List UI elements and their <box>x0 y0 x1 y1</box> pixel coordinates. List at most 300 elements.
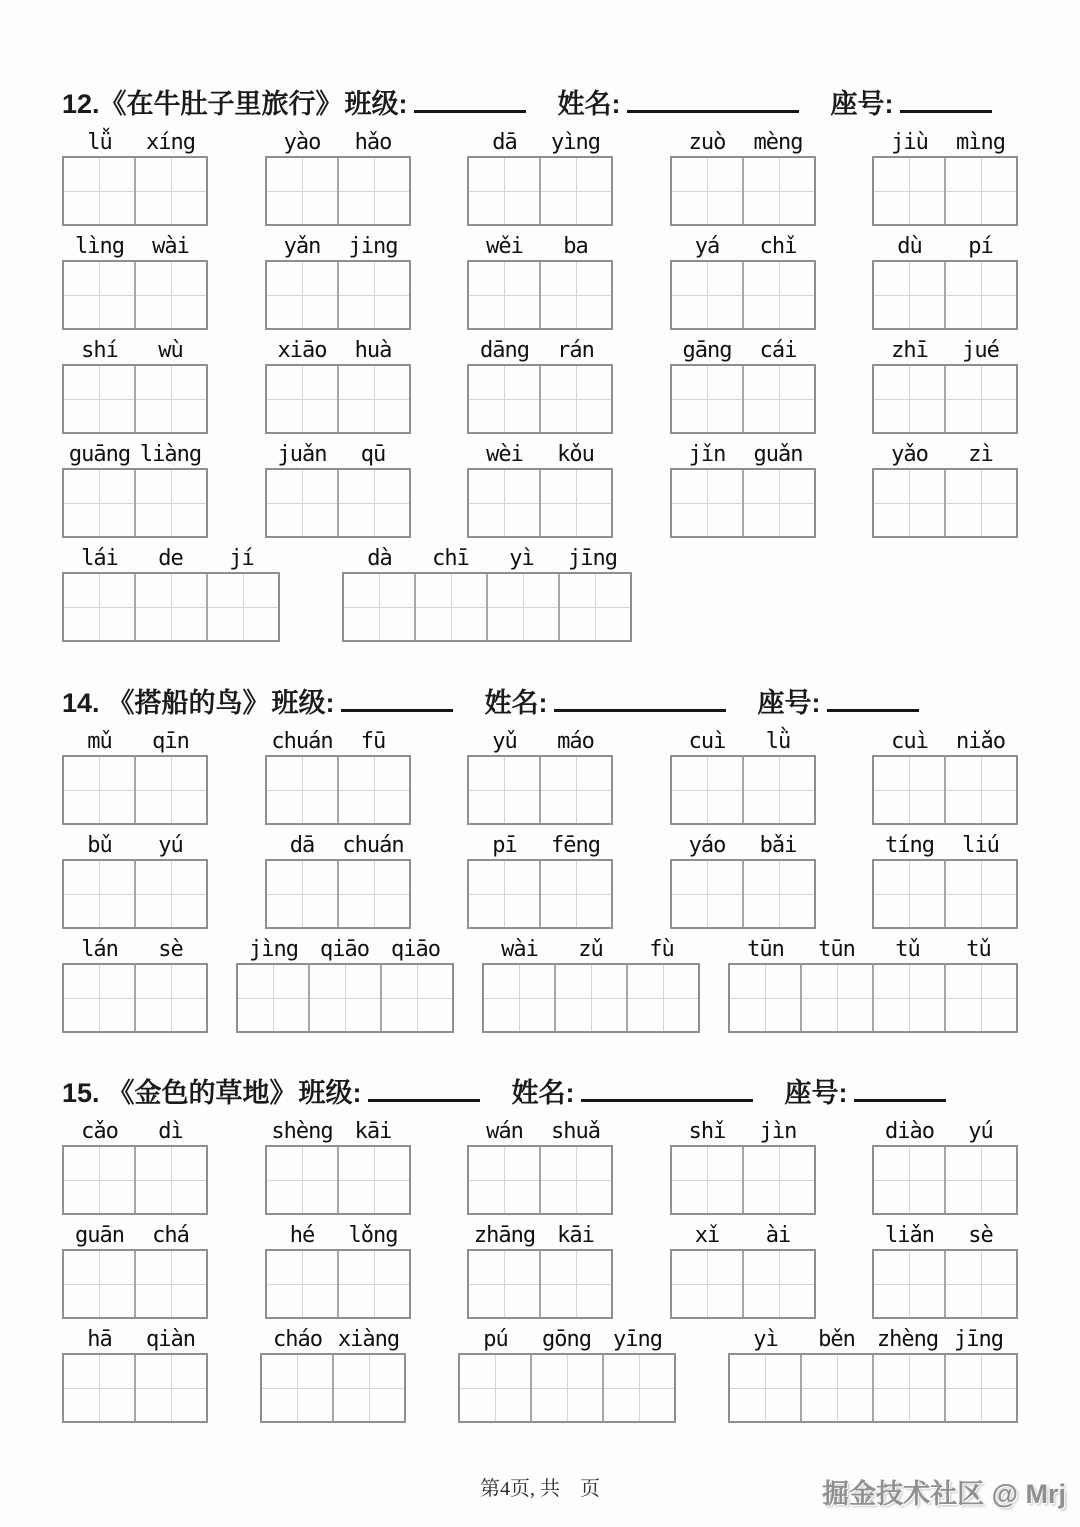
pinyin-row <box>467 728 613 755</box>
writing-grid <box>260 1353 406 1423</box>
section-title: 《在牛肚子里旅行》 <box>99 89 343 120</box>
grid-cell <box>484 965 556 1031</box>
grid-cell <box>946 861 1016 927</box>
writing-grid <box>467 1145 613 1215</box>
pinyin-syllable: yáo <box>688 832 726 858</box>
pinyin-row <box>458 1326 676 1353</box>
pinyin-syllable: fū <box>360 728 386 754</box>
grid-cell <box>136 965 206 1031</box>
pinyin-syllable: kāi <box>557 1223 594 1249</box>
pinyin-syllable: dā <box>492 130 517 156</box>
pinyin-syllable: guāng <box>68 442 131 468</box>
pinyin-syllable: zǔ <box>578 936 603 962</box>
pinyin-row <box>467 337 613 364</box>
pinyin-syllable: wài <box>501 936 538 962</box>
pinyin-syllable: wán <box>486 1119 523 1145</box>
worksheet-section <box>62 82 1018 642</box>
pinyin-syllable: mèng <box>753 130 803 156</box>
pinyin-syllable: shí <box>81 338 118 364</box>
word-group <box>872 337 1018 434</box>
name-blank-line <box>627 82 799 113</box>
word-row <box>62 1326 1018 1423</box>
pinyin-syllable: jīng <box>954 1327 1003 1353</box>
pinyin-syllable: bǔ <box>87 832 112 858</box>
pinyin-syllable: cháo <box>273 1327 322 1353</box>
pinyin-row <box>265 337 411 364</box>
pinyin-row <box>62 337 208 364</box>
grid-cell <box>802 965 874 1031</box>
grid-cell <box>469 158 541 224</box>
grid-cell <box>874 757 946 823</box>
section-header <box>62 680 1018 719</box>
worksheet-section <box>62 680 1018 1032</box>
grid-cell <box>488 574 560 640</box>
word-group <box>265 233 411 330</box>
grid-cell <box>416 574 488 640</box>
writing-grid <box>62 1249 208 1319</box>
grid-cell <box>672 262 744 328</box>
grid-cell <box>672 1251 744 1317</box>
pinyin-syllable: kāi <box>354 1119 392 1145</box>
word-group <box>62 1222 208 1319</box>
writing-grid <box>62 1145 208 1215</box>
grid-cell <box>64 262 136 328</box>
writing-grid <box>670 755 816 825</box>
class-label: 班级: <box>344 89 408 120</box>
word-row <box>62 129 1018 226</box>
grid-cell <box>382 965 452 1031</box>
word-group <box>728 1326 1018 1423</box>
pinyin-syllable: tǔ <box>895 936 920 962</box>
writing-grid <box>872 364 1018 434</box>
grid-cell <box>744 470 814 536</box>
word-row <box>62 441 1018 538</box>
pinyin-row <box>872 832 1018 859</box>
pinyin-syllable: dā <box>289 832 315 858</box>
grid-cell <box>64 1355 136 1421</box>
seat-blank-line <box>900 82 992 113</box>
grid-cell <box>136 1251 206 1317</box>
grid-cell <box>532 1355 604 1421</box>
grid-cell <box>541 470 611 536</box>
pinyin-row <box>872 233 1018 260</box>
grid-cell <box>344 574 416 640</box>
grid-cell <box>541 262 611 328</box>
pinyin-row <box>467 441 613 468</box>
seat-label: 座号: <box>830 89 894 120</box>
writing-grid <box>265 859 411 929</box>
pinyin-syllable: jué <box>962 338 999 364</box>
grid-cell <box>469 470 541 536</box>
word-group <box>265 337 411 434</box>
writing-grid <box>236 963 454 1033</box>
pinyin-row <box>670 1118 816 1145</box>
word-group <box>342 545 632 642</box>
word-group <box>467 337 613 434</box>
pinyin-row <box>482 936 700 963</box>
pinyin-row <box>467 129 613 156</box>
pinyin-syllable: xiāo <box>277 338 327 364</box>
pinyin-syllable: gōng <box>542 1327 591 1353</box>
pinyin-row <box>265 1118 411 1145</box>
pinyin-row <box>62 1326 208 1353</box>
pinyin-syllable: yǎo <box>891 442 928 468</box>
pinyin-syllable: wài <box>152 234 189 260</box>
word-group <box>728 936 1018 1033</box>
section-number: 15. <box>62 1078 100 1109</box>
grid-cell <box>339 366 409 432</box>
pinyin-row <box>260 1326 406 1353</box>
grid-cell <box>238 965 310 1031</box>
word-group <box>62 1326 208 1423</box>
pinyin-syllable: mìng <box>956 130 1005 156</box>
word-group <box>670 233 816 330</box>
grid-cell <box>334 1355 404 1421</box>
pinyin-syllable: shèng <box>271 1119 333 1145</box>
grid-cell <box>267 861 339 927</box>
pinyin-row <box>670 728 816 755</box>
writing-grid <box>467 859 613 929</box>
word-group <box>62 936 208 1033</box>
pinyin-row <box>670 337 816 364</box>
grid-cell <box>267 1147 339 1213</box>
grid-cell <box>730 1355 802 1421</box>
word-group <box>265 441 411 538</box>
word-group <box>265 1118 411 1215</box>
pinyin-syllable: hé <box>289 1223 315 1249</box>
pinyin-syllable: xiàng <box>337 1327 400 1353</box>
grid-cell <box>946 158 1016 224</box>
pinyin-syllable: qiāo <box>391 936 440 962</box>
pinyin-syllable: shǐ <box>688 1119 726 1145</box>
word-row <box>62 337 1018 434</box>
writing-grid <box>872 1249 1018 1319</box>
pinyin-syllable: chuán <box>342 832 404 858</box>
grid-cell <box>339 1251 409 1317</box>
name-blank-line <box>581 1071 753 1102</box>
word-group <box>265 129 411 226</box>
grid-cell <box>267 757 339 823</box>
grid-cell <box>874 470 946 536</box>
writing-grid <box>62 859 208 929</box>
section-header <box>62 82 1018 121</box>
word-group <box>872 129 1018 226</box>
pinyin-syllable: lìng <box>75 234 124 260</box>
word-group <box>236 936 454 1033</box>
pinyin-syllable: yì <box>509 546 534 572</box>
pinyin-syllable: yǎn <box>283 234 321 260</box>
pinyin-syllable: zhī <box>891 338 928 364</box>
pinyin-syllable: shuǎ <box>551 1119 600 1145</box>
pinyin-syllable: dà <box>367 546 392 572</box>
grid-cell <box>744 861 814 927</box>
pinyin-row <box>265 129 411 156</box>
grid-cell <box>460 1355 532 1421</box>
pinyin-syllable: zhèng <box>876 1327 939 1353</box>
pinyin-syllable: zhāng <box>473 1223 536 1249</box>
pinyin-row <box>62 1222 208 1249</box>
pinyin-row <box>265 832 411 859</box>
grid-cell <box>339 861 409 927</box>
grid-cell <box>267 262 339 328</box>
pinyin-syllable: tíng <box>885 832 934 858</box>
pinyin-syllable: jiù <box>891 130 928 156</box>
pinyin-syllable: cuì <box>891 728 928 754</box>
pinyin-syllable: yá <box>694 234 720 260</box>
writing-grid <box>62 963 208 1033</box>
pinyin-row <box>670 233 816 260</box>
pinyin-syllable: hā <box>87 1327 112 1353</box>
grid-cell <box>874 965 946 1031</box>
grid-cell <box>744 1147 814 1213</box>
grid-cell <box>64 861 136 927</box>
grid-cell <box>730 965 802 1031</box>
grid-cell <box>64 470 136 536</box>
word-row <box>62 1222 1018 1319</box>
writing-grid <box>467 364 613 434</box>
writing-grid <box>265 364 411 434</box>
pinyin-syllable: kǒu <box>557 442 594 468</box>
writing-grid <box>872 468 1018 538</box>
word-group <box>62 441 208 538</box>
word-row <box>62 832 1018 929</box>
writing-grid <box>728 963 1018 1033</box>
grid-cell <box>946 366 1016 432</box>
word-group <box>872 441 1018 538</box>
pinyin-row <box>670 832 816 859</box>
grid-cell <box>267 1251 339 1317</box>
pinyin-row <box>62 1118 208 1145</box>
word-group <box>62 129 208 226</box>
word-group <box>62 832 208 929</box>
writing-grid <box>872 859 1018 929</box>
pinyin-row <box>670 441 816 468</box>
grid-cell <box>874 158 946 224</box>
pinyin-syllable: liǎn <box>885 1223 934 1249</box>
pinyin-row <box>728 936 1018 963</box>
grid-cell <box>469 757 541 823</box>
name-label: 姓名: <box>484 687 548 718</box>
grid-cell <box>136 1355 206 1421</box>
section-title: 《金色的草地》 <box>107 1078 297 1109</box>
pinyin-row <box>62 832 208 859</box>
word-group <box>872 832 1018 929</box>
grid-cell <box>64 158 136 224</box>
grid-cell <box>208 574 278 640</box>
writing-grid <box>265 468 411 538</box>
pinyin-syllable: jìn <box>759 1119 797 1145</box>
pinyin-syllable: pī <box>492 832 517 858</box>
writing-grid <box>62 1353 208 1423</box>
writing-grid <box>265 1249 411 1319</box>
grid-cell <box>469 1251 541 1317</box>
pinyin-row <box>236 936 454 963</box>
worksheet-section <box>62 1071 1018 1423</box>
pinyin-syllable: jìng <box>249 936 298 962</box>
grid-cell <box>946 1355 1016 1421</box>
pinyin-syllable: zì <box>968 442 993 468</box>
grid-cell <box>64 1251 136 1317</box>
pinyin-syllable: rán <box>557 338 594 364</box>
grid-cell <box>310 965 382 1031</box>
writing-grid <box>482 963 700 1033</box>
word-group <box>467 233 613 330</box>
pinyin-row <box>342 545 632 572</box>
grid-cell <box>628 965 698 1031</box>
pinyin-syllable: chī <box>432 546 469 572</box>
word-group <box>458 1326 676 1423</box>
grid-cell <box>946 757 1016 823</box>
word-group <box>670 441 816 538</box>
pinyin-syllable: tūn <box>818 936 855 962</box>
section-number: 12. <box>62 89 100 120</box>
pinyin-syllable: qiāo <box>320 936 369 962</box>
grid-cell <box>874 262 946 328</box>
grid-cell <box>339 1147 409 1213</box>
pinyin-syllable: gāng <box>682 338 732 364</box>
word-group <box>265 728 411 825</box>
grid-cell <box>541 366 611 432</box>
pinyin-syllable: wèi <box>486 442 523 468</box>
writing-grid <box>265 755 411 825</box>
writing-grid <box>670 1145 816 1215</box>
grid-cell <box>469 262 541 328</box>
grid-cell <box>64 757 136 823</box>
pinyin-syllable: yìng <box>551 130 600 156</box>
pinyin-syllable: yì <box>753 1327 778 1353</box>
writing-grid <box>467 260 613 330</box>
pinyin-syllable: jīng <box>568 546 617 572</box>
grid-cell <box>136 757 206 823</box>
word-group <box>265 832 411 929</box>
grid-cell <box>262 1355 334 1421</box>
writing-grid <box>265 1145 411 1215</box>
word-row <box>62 728 1018 825</box>
pinyin-syllable: chǐ <box>759 234 797 260</box>
word-row <box>62 936 1018 1033</box>
word-group <box>670 1118 816 1215</box>
word-group <box>467 832 613 929</box>
pinyin-syllable: liàng <box>139 442 202 468</box>
pinyin-syllable: guǎn <box>753 442 803 468</box>
page-number-label: 第4页, 共 页 <box>480 1478 600 1500</box>
grid-cell <box>64 574 136 640</box>
pinyin-syllable: qū <box>360 442 386 468</box>
grid-cell <box>136 158 206 224</box>
grid-cell <box>744 158 814 224</box>
pinyin-syllable: hǎo <box>354 130 392 156</box>
word-group <box>872 233 1018 330</box>
writing-grid <box>62 468 208 538</box>
grid-cell <box>802 1355 874 1421</box>
grid-cell <box>874 366 946 432</box>
writing-grid <box>62 755 208 825</box>
grid-cell <box>744 366 814 432</box>
writing-grid <box>872 156 1018 226</box>
grid-cell <box>339 262 409 328</box>
pinyin-row <box>62 728 208 755</box>
pinyin-row <box>265 441 411 468</box>
pinyin-row <box>467 832 613 859</box>
pinyin-syllable: diào <box>885 1119 934 1145</box>
grid-cell <box>64 965 136 1031</box>
pinyin-syllable: lǚ <box>87 130 112 156</box>
grid-cell <box>672 861 744 927</box>
pinyin-syllable: juǎn <box>277 442 327 468</box>
seat-blank-line <box>854 1071 946 1102</box>
grid-cell <box>672 470 744 536</box>
grid-cell <box>946 1147 1016 1213</box>
grid-cell <box>874 1251 946 1317</box>
pinyin-row <box>62 129 208 156</box>
pinyin-row <box>872 1118 1018 1145</box>
pinyin-syllable: máo <box>557 728 594 754</box>
grid-cell <box>339 470 409 536</box>
word-row <box>62 545 1018 642</box>
pinyin-syllable: de <box>158 546 183 572</box>
pinyin-row <box>62 936 208 963</box>
writing-grid <box>467 468 613 538</box>
writing-grid <box>265 156 411 226</box>
pinyin-syllable: fù <box>649 936 674 962</box>
pinyin-row <box>62 545 280 572</box>
grid-cell <box>556 965 628 1031</box>
class-blank-line <box>341 680 453 711</box>
word-group <box>265 1222 411 1319</box>
seat-label: 座号: <box>784 1078 848 1109</box>
pinyin-row <box>872 441 1018 468</box>
pinyin-syllable: lái <box>81 546 118 572</box>
pinyin-row <box>872 337 1018 364</box>
word-group <box>872 1222 1018 1319</box>
pinyin-syllable: tǔ <box>966 936 991 962</box>
pinyin-syllable: jing <box>348 234 398 260</box>
section-title: 《搭船的鸟》 <box>107 687 270 718</box>
writing-grid <box>872 260 1018 330</box>
pinyin-syllable: bǎi <box>759 832 797 858</box>
writing-grid <box>458 1353 676 1423</box>
class-blank-line <box>368 1071 480 1102</box>
grid-cell <box>672 757 744 823</box>
grid-cell <box>136 262 206 328</box>
pinyin-syllable: liú <box>962 832 999 858</box>
name-label: 姓名: <box>511 1078 575 1109</box>
writing-grid <box>872 755 1018 825</box>
pinyin-syllable: mǔ <box>87 728 112 754</box>
writing-grid <box>62 156 208 226</box>
pinyin-row <box>265 1222 411 1249</box>
grid-cell <box>744 1251 814 1317</box>
word-group <box>670 337 816 434</box>
seat-blank-line <box>827 680 919 711</box>
writing-grid <box>670 156 816 226</box>
pinyin-syllable: niǎo <box>956 728 1005 754</box>
pinyin-row <box>728 1326 1018 1353</box>
pinyin-syllable: dāng <box>480 338 529 364</box>
class-blank-line <box>414 82 526 113</box>
grid-cell <box>946 470 1016 536</box>
grid-cell <box>339 757 409 823</box>
word-group <box>62 233 208 330</box>
pinyin-syllable: cuì <box>688 728 726 754</box>
grid-cell <box>946 1251 1016 1317</box>
grid-cell <box>541 757 611 823</box>
grid-cell <box>541 1147 611 1213</box>
writing-grid <box>670 364 816 434</box>
grid-cell <box>874 1355 946 1421</box>
pinyin-syllable: wěi <box>486 234 523 260</box>
writing-grid <box>467 755 613 825</box>
